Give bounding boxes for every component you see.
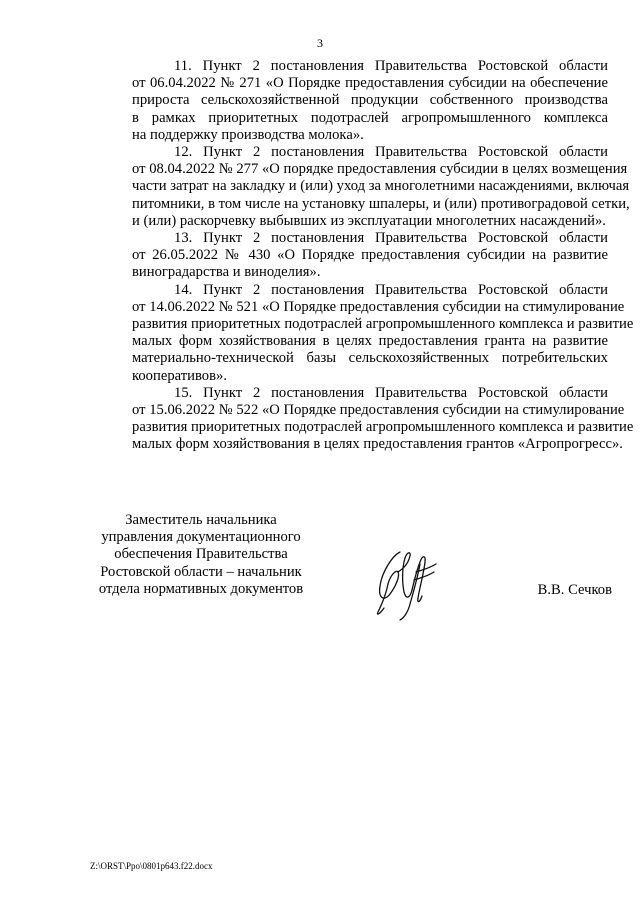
paragraph-line: развития приоритетных подотраслей агропромышленного комплекса и развитие [132, 316, 634, 333]
paragraph-line: на поддержку производства молока». [132, 126, 364, 143]
signatory-position-line: отдела нормативных документов [98, 580, 304, 597]
paragraph-line: от 06.04.2022 № 271 «О Порядке предоставления субсидии на обеспечение [132, 75, 608, 92]
paragraph-line: части затрат на закладку и (или) уход за многолетними насаждениями, включая [132, 178, 630, 195]
paragraph-line: материально-технической базы сельскохозяйственных потребительских [132, 350, 608, 367]
paragraph-line: малых форм хозяйствования в целях предоставления гранта на развитие [132, 333, 608, 350]
paragraph-line: и (или) раскорчевку выбывших из эксплуатации многолетних насаждений». [132, 212, 606, 229]
paragraph-line: от 15.06.2022 № 522 «О Порядке предоставления субсидии на стимулирование [132, 402, 625, 419]
paragraph-line: 13. Пункт 2 постановления Правительства Ростовской области [174, 230, 608, 247]
paragraph-line: 12. Пункт 2 постановления Правительства Ростовской области [174, 144, 608, 161]
list-item [90, 281, 634, 385]
signatory-name: В.В. Сечков [537, 582, 612, 598]
paragraph-line: в рамках приоритетных подотраслей агропромышленного комплекса [132, 109, 608, 126]
document-body [90, 58, 634, 454]
list-item [90, 58, 608, 144]
paragraph-line: малых форм хозяйствования в целях предоставления грантов «Агропрогресс». [132, 436, 623, 453]
paragraph-line: 11. Пункт 2 постановления Правительства Ростовской области [174, 58, 608, 74]
list-item [90, 384, 634, 454]
paragraph-line: от 14.06.2022 № 521 «О Порядке предоставления субсидии на стимулирование [132, 298, 625, 315]
paragraph-line: кооперативов». [132, 367, 228, 384]
paragraph-line: от 26.05.2022 № 430 «О Порядке предоставления субсидии на развитие [132, 247, 608, 264]
signatory-position-line: обеспечения Правительства [114, 546, 288, 563]
paragraph-line: виноградарства и виноделия». [132, 264, 321, 281]
signatory-position-line: Ростовской области – начальник [100, 563, 302, 580]
footer-file-path: Z:\ORST\Ppo\0801p643.f22.docx [90, 861, 213, 871]
page-number: 3 [317, 36, 323, 50]
list-item [90, 144, 630, 230]
paragraph-line: 15. Пункт 2 постановления Правительства Ростовской области [174, 384, 608, 401]
paragraph-line: развития приоритетных подотраслей агропромышленного комплекса и развитие [132, 419, 634, 436]
paragraph-line: питомники, в том числе на установку шпалеры, и (или) противоградовой сетки, [132, 195, 630, 212]
paragraph-line: от 08.04.2022 № 277 «О порядке предоставления субсидии в целях возмещения [132, 161, 628, 178]
signatory-position-line: управления документационного [101, 529, 301, 546]
handwritten-signature [370, 542, 442, 622]
paragraph-line: прироста сельскохозяйственной продукции собственного производства [132, 92, 608, 109]
signatory-position-line: Заместитель начальника [125, 512, 277, 528]
paragraph-line: 14. Пункт 2 постановления Правительства Ростовской области [174, 281, 608, 298]
signatory-position [90, 512, 312, 598]
list-item [90, 230, 608, 282]
